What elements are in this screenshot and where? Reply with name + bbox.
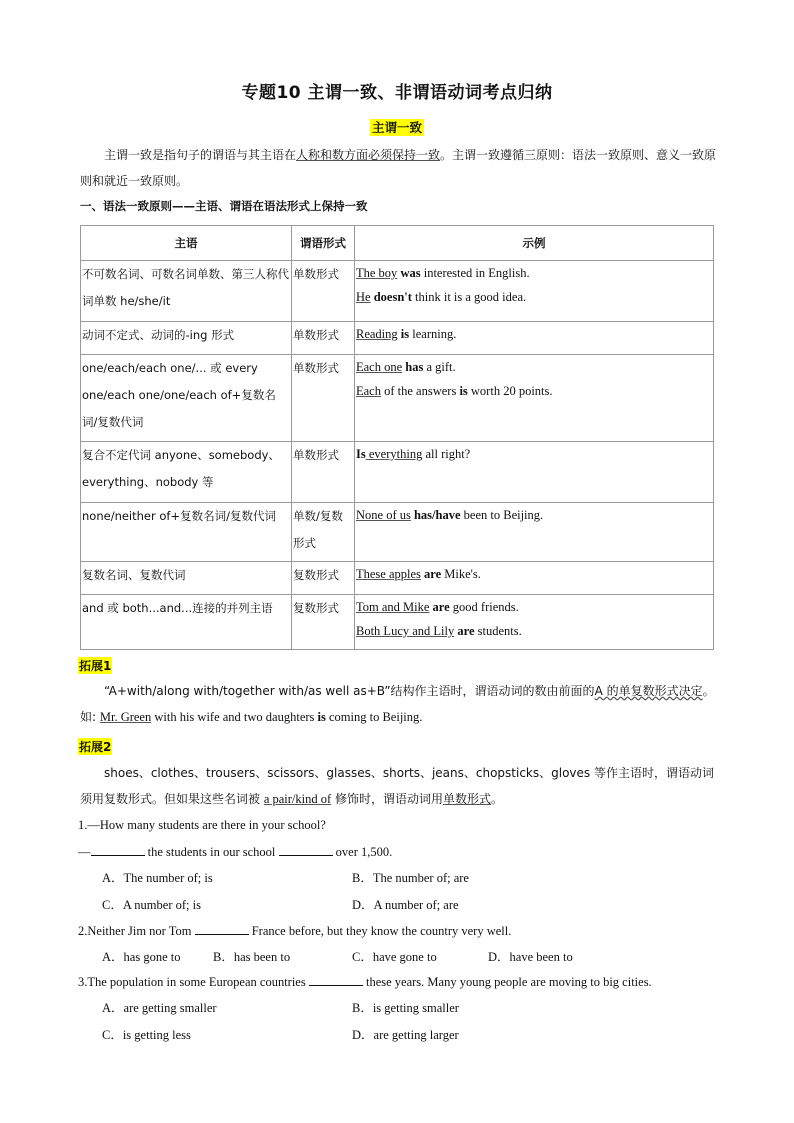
section-heading (0, 118, 794, 137)
example-rest: of the answers (380, 384, 460, 398)
rule-heading: 一、语法一致原则——主语、谓语在语法形式上保持一致 (80, 199, 368, 213)
example-verb: has/have (410, 508, 461, 522)
q2-option-b[interactable]: B．has been to (213, 950, 291, 964)
example-cell (355, 322, 714, 355)
intro-text-end: 。主谓一致遵循三原则：语法一致原则、意义一致原则和就近一致原则。 (80, 148, 717, 188)
form-cell: 单数形式 (292, 355, 355, 442)
example-verb: is (397, 327, 410, 341)
subject-cell: 动词不定式、动词的-ing 形式 (81, 322, 292, 355)
example-rest: been to Beijing. (460, 508, 544, 522)
q1-option-c[interactable]: C．A number of; is (102, 898, 201, 912)
table-row (81, 442, 714, 503)
example-cell (355, 355, 714, 442)
example-cell (355, 503, 714, 562)
example-line (356, 285, 712, 309)
ext1-example-text: with his wife and two daughters (151, 710, 318, 724)
example-rest: students. (474, 624, 522, 638)
subject-cell: one/each/each one/... 或 every one/each one/one/each of+复数名词/复数代词 (81, 355, 292, 442)
form-cell: 单数/复数形式 (292, 503, 355, 562)
table-row (81, 261, 714, 322)
example-rest: worth 20 points. (467, 384, 553, 398)
question-1-stem: 1.—How many students are there in your school? (78, 818, 326, 832)
form-cell: 复数形式 (292, 562, 355, 595)
example-rest: Mike's. (441, 567, 481, 581)
q2-option-c[interactable]: C．have gone to (352, 950, 437, 964)
form-cell: 单数形式 (292, 261, 355, 322)
ext1-emphasis-2: 决定 (678, 684, 703, 698)
subject-cell: and 或 both...and...连接的并列主语 (81, 595, 292, 650)
answer-blank[interactable] (91, 843, 145, 856)
table-row (81, 595, 714, 650)
intro-underlined-1: 人称和数方面 (296, 148, 369, 162)
section-heading-text: 主谓一致 (371, 120, 422, 135)
ext2-text: shoes、clothes、trousers、scissors、glasses、shorts、jeans、chopsticks、gloves 等作主语时，谓语动词须用复数形式。但如果这些名词被 (80, 766, 714, 806)
q3-option-c[interactable]: C．is getting less (102, 1028, 191, 1042)
example-verb: are (429, 600, 450, 614)
subject-cell: 复合不定代词 anyone、somebody、everything、nobody 等 (81, 442, 292, 503)
example-subject: everything (365, 447, 423, 461)
example-verb: has (402, 360, 424, 374)
answer-blank[interactable] (279, 843, 333, 856)
q1-option-d[interactable]: D．A number of; are (352, 898, 459, 912)
answer-blank[interactable] (309, 973, 363, 986)
q2-option-a[interactable]: A．has gone to (102, 950, 181, 964)
ext1-example-end: coming to Beijing. (325, 710, 423, 724)
example-subject: Each (356, 384, 381, 398)
q1-option-a[interactable]: A．The number of; is (102, 871, 213, 885)
extension-1-paragraph (80, 678, 716, 730)
ext1-text-2: 。如: (80, 684, 715, 724)
extension-2-paragraph (80, 760, 716, 812)
page-title: 专题10 主谓一致、非谓语动词考点归纳 (241, 83, 553, 103)
extension-1-label: 拓展1 (79, 659, 112, 673)
header-subject: 主语 (81, 226, 292, 261)
intro-paragraph (80, 142, 718, 194)
subject-cell: 复数名词、复数代词 (81, 562, 292, 595)
q2-text-end: France before, but they know the country very well. (248, 924, 512, 938)
agreement-table (80, 225, 714, 650)
q2-option-d[interactable]: D．have been to (488, 950, 573, 964)
example-line (356, 442, 712, 466)
q3-text: 3.The population in some European countries (78, 975, 309, 989)
example-verb: are (454, 624, 475, 638)
ext1-text: “A+with/along with/together with/as well as+B”结构作主语时，谓语动词的数由前面的 (104, 684, 595, 698)
form-cell: 复数形式 (292, 595, 355, 650)
subject-cell: none/neither of+复数名词/复数代词 (81, 503, 292, 562)
ext2-text-2: 修饰时，谓语动词用 (331, 792, 443, 806)
example-cell (355, 261, 714, 322)
example-rest: a gift. (423, 360, 456, 374)
q3-option-a[interactable]: A．are getting smaller (102, 1001, 217, 1015)
example-verb: Is (356, 447, 366, 461)
intro-underlined-2: 必须保持一致 (368, 148, 441, 162)
q3-option-b[interactable]: B．is getting smaller (352, 1001, 459, 1015)
question-3-stem (78, 973, 652, 990)
q2-text: 2.Neither Jim nor Tom (78, 924, 195, 938)
example-line (356, 355, 712, 379)
ext1-example-verb: is (317, 710, 326, 724)
question-1-line-2 (78, 843, 392, 860)
ext1-emphasis: A 的单复数形式 (594, 684, 679, 698)
ext2-emphasis-2: 单数形式 (443, 792, 492, 806)
example-line (356, 379, 712, 403)
example-subject: He (356, 290, 371, 304)
example-line (356, 261, 712, 285)
table-row (81, 355, 714, 442)
form-cell: 单数形式 (292, 442, 355, 503)
table-header-row (81, 226, 714, 261)
intro-text: 主谓一致是指句子的谓语与其主语在 (104, 148, 297, 162)
ext2-text-3: 。 (491, 792, 504, 806)
example-subject: Both Lucy and Lily (356, 624, 455, 638)
example-rest: interested in English. (420, 266, 530, 280)
example-subject: These apples (356, 567, 421, 581)
example-rest: all right? (422, 447, 471, 461)
example-subject: Each one (356, 360, 403, 374)
example-cell (355, 595, 714, 650)
example-rest: learning. (409, 327, 457, 341)
table-row (81, 503, 714, 562)
example-rest: think it is a good idea. (411, 290, 527, 304)
example-line (356, 562, 712, 586)
subject-cell: 不可数名词、可数名词单数、第三人称代词单数 he/she/it (81, 261, 292, 322)
q1-text: the students in our school (144, 845, 279, 859)
q3-option-d[interactable]: D．are getting larger (352, 1028, 459, 1042)
extension-2-label: 拓展2 (79, 740, 112, 754)
example-subject: The boy (356, 266, 398, 280)
example-verb: was (397, 266, 421, 280)
form-cell: 单数形式 (292, 322, 355, 355)
ext2-emphasis: a pair/kind of (263, 792, 332, 806)
example-cell (355, 442, 714, 503)
q3-text-end: these years. Many young people are moving to big cities. (362, 975, 652, 989)
example-subject: Tom and Mike (356, 600, 430, 614)
example-verb: doesn't (370, 290, 412, 304)
ext1-example-subject: Mr. Green (99, 710, 152, 724)
example-line (356, 595, 712, 619)
q1-text-end: over 1,500. (332, 845, 393, 859)
example-line (356, 619, 712, 643)
example-subject: Reading (356, 327, 398, 341)
example-verb: are (420, 567, 442, 581)
example-cell (355, 562, 714, 595)
example-line (356, 503, 712, 527)
table-row (81, 562, 714, 595)
example-rest: good friends. (449, 600, 519, 614)
table-row (81, 322, 714, 355)
example-line (356, 322, 712, 346)
q1-dash: — (78, 845, 91, 859)
q1-option-b[interactable]: B．The number of; are (352, 871, 469, 885)
header-example: 示例 (355, 226, 714, 261)
example-subject: None of us (356, 508, 411, 522)
header-form: 谓语形式 (292, 226, 355, 261)
question-2-stem (78, 922, 511, 939)
example-verb: is (459, 384, 468, 398)
answer-blank[interactable] (195, 922, 249, 935)
